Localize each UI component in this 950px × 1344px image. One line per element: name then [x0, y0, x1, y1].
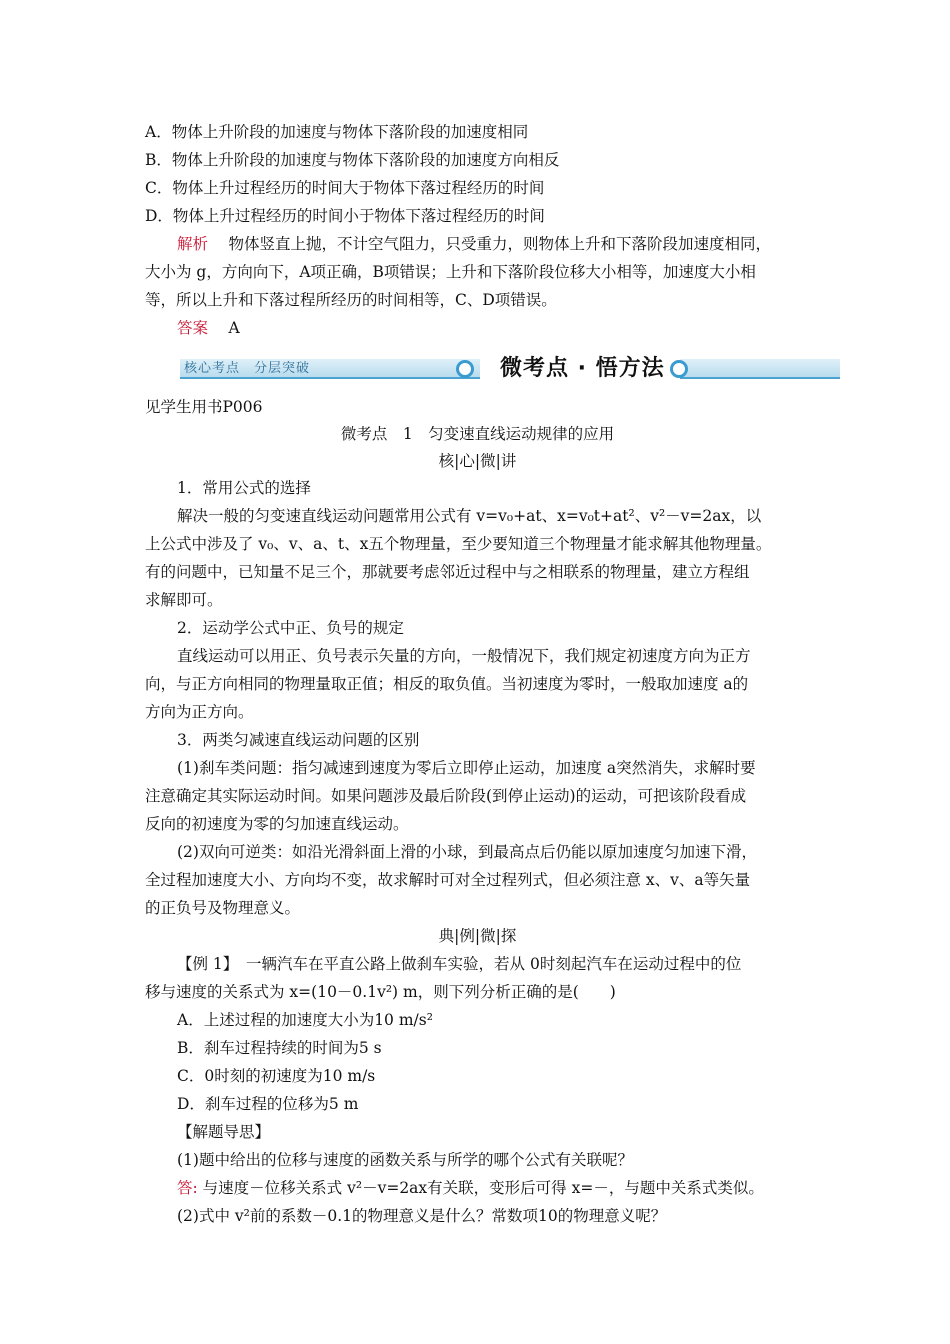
answer-1-text: 与速度－位移关系式 v²－v=2ax有关联，变形后可得 x=－，与题中关系式类似。 [202, 1179, 764, 1197]
answer-label: 答案 [177, 319, 209, 337]
option-b: B．物体上升阶段的加速度与物体下落阶段的加速度方向相反 [145, 151, 560, 169]
answer-line [177, 314, 842, 342]
subheading-example: 典|例|微|探 [438, 927, 517, 945]
option-a: A．物体上升阶段的加速度与物体下落阶段的加速度相同 [145, 123, 529, 141]
banner-left-text: 核心考点 分层突破 [184, 361, 311, 376]
option-c: C．物体上升过程经历的时间大于物体下落过程经历的时间 [145, 179, 545, 197]
p3a-line-1: (1)刹车类问题：指匀减速到速度为零后立即停止运动，加速度 a突然消失，求解时要 [177, 759, 756, 777]
subheading-core: 核|心|微|讲 [438, 452, 517, 470]
analysis-line-1 [177, 230, 842, 258]
example-option-a: A．上述过程的加速度大小为10 m/s² [177, 1011, 433, 1029]
answer-value: A [228, 319, 240, 337]
banner-dot-left-icon [456, 360, 474, 378]
answer-1-label: 答: [177, 1179, 198, 1197]
banner-strip-right [680, 359, 840, 379]
p1-line-2: 上公式中涉及了 v₀、v、a、t、x五个物理量，至少要知道三个物理量才能求解其他物理量。 [145, 535, 772, 553]
p3-heading: 3．两类匀减速直线运动问题的区别 [177, 731, 420, 749]
analysis-line-2: 大小为 g，方向向下，A项正确，B项错误；上升和下落阶段位移大小相等，加速度大小相 [145, 263, 756, 281]
p1-line-4: 求解即可。 [145, 591, 223, 609]
banner-title: 微考点 · 悟方法 [500, 356, 665, 381]
p3a-line-3: 反向的初速度为零的匀加速直线运动。 [145, 815, 409, 833]
p2-line-1: 直线运动可以用正、负号表示矢量的方向，一般情况下，我们规定初速度方向为正方 [177, 647, 751, 665]
section-banner [180, 345, 840, 393]
p1-line-3: 有的问题中，已知量不足三个，那就要考虑邻近过程中与之相联系的物理量，建立方程组 [145, 563, 750, 581]
example-option-b: B．刹车过程持续的时间为5 s [177, 1039, 382, 1057]
option-d: D．物体上升过程经历的时间小于物体下落过程经历的时间 [145, 207, 545, 225]
example-line-1: 【例 1】 一辆汽车在平直公路上做刹车实验，若从 0时刻起汽车在运动过程中的位 [177, 955, 742, 973]
p2-line-2: 向，与正方向相同的物理量取正值；相反的取负值。当初速度为零时，一般取加速度 a的 [145, 675, 749, 693]
p2-line-3: 方向为正方向。 [145, 703, 254, 721]
p2-heading: 2．运动学公式中正、负号的规定 [177, 619, 404, 637]
example-line-2: 移与速度的关系式为 x=(10－0.1v²) m，则下列分析正确的是( ) [145, 983, 616, 1001]
example-option-c: C．0时刻的初速度为10 m/s [177, 1067, 376, 1085]
question-2: (2)式中 v²前的系数－0.1的物理意义是什么？常数项10的物理意义呢？ [177, 1207, 667, 1225]
guide-heading: 【解题导思】 [177, 1123, 271, 1141]
example-option-d: D．刹车过程的位移为5 m [177, 1095, 359, 1113]
p1-heading: 1．常用公式的选择 [177, 479, 311, 497]
analysis-label: 解析 [177, 235, 209, 253]
section-title: 微考点 1 匀变速直线运动规律的应用 [340, 425, 615, 443]
p3a-line-2: 注意确定其实际运动时间。如果问题涉及最后阶段(到停止运动)的运动，可把该阶段看成 [145, 787, 747, 805]
analysis-line-3: 等，所以上升和下落过程所经历的时间相等，C、D项错误。 [145, 291, 557, 309]
book-reference: 见学生用书P006 [145, 398, 263, 416]
p3b-line-3: 的正负号及物理意义。 [145, 899, 301, 917]
banner-dot-right-icon [670, 360, 688, 378]
p3b-line-1: (2)双向可逆类：如沿光滑斜面上滑的小球，到最高点后仍能以原加速度匀加速下滑， [177, 843, 757, 861]
p1-line-1: 解决一般的匀变速直线运动问题常用公式有 v=v₀+at、x=v₀t+at²、v²－v=2ax，以 [177, 507, 762, 525]
question-1: (1)题中给出的位移与速度的函数关系与所学的哪个公式有关联呢？ [177, 1151, 633, 1169]
analysis-text-1: 物体竖直上抛，不计空气阻力，只受重力，则物体上升和下落阶段加速度相同， [228, 235, 771, 253]
answer-1-line [177, 1174, 842, 1202]
p3b-line-2: 全过程加速度大小、方向均不变，故求解时可对全过程列式，但必须注意 x、v、a等矢量 [145, 871, 751, 889]
